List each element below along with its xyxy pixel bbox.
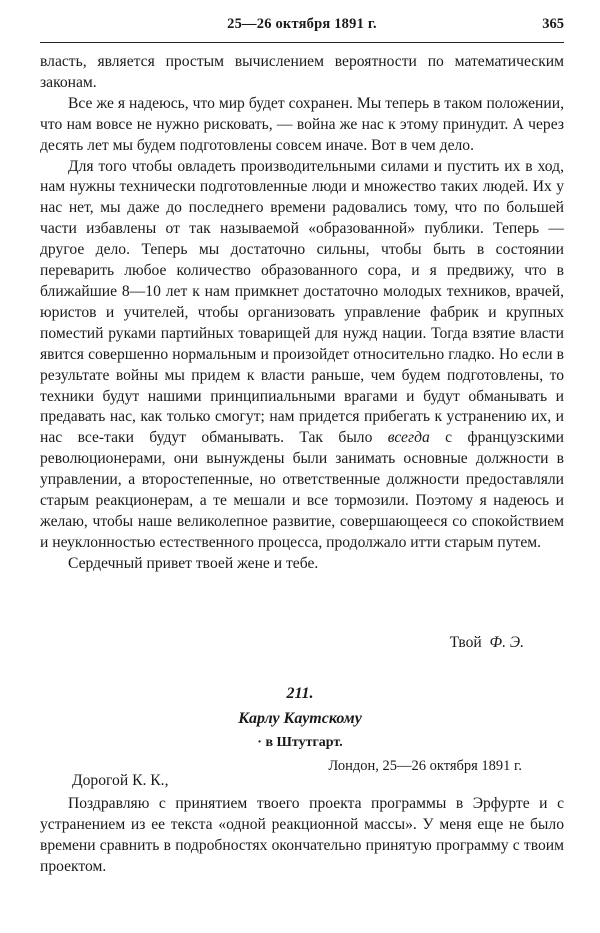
running-header xyxy=(40,14,564,43)
header-date: 25—26 октября 1891 г. xyxy=(227,16,377,32)
letter-211-paragraph-1: Поздравляю с принятием твоего проекта программы в Эрфурте и с устранением из ее текста «одной реакционной массы». У меня еще не было времени сравнить в подробностях окончательно принятую программу с твоим проектом. xyxy=(40,795,564,875)
page-number: 365 xyxy=(542,16,564,32)
paragraph-1: власть, является простым вычислением вероятности по математическим законам. xyxy=(40,53,564,91)
signature xyxy=(450,634,524,652)
paragraph-3 xyxy=(40,157,564,554)
paragraph-3-part-b: с французскими революционерами, они вынуждены были занимать основные должности в управлении, а второстепенные, но ответственные должности предоставляли старым реакционерам, а те мешали и все тормозили. Поэтому я надеюсь и желаю, чтобы наше великолепное развитие, совершающееся со спокойствием и неуклонностью естественного процесса, продолжало итти старым путем. xyxy=(40,429,564,551)
letter-salutation: Дорогой К. К., xyxy=(72,772,169,789)
signature-initials: Ф. Э. xyxy=(489,634,524,651)
closing-greeting: Сердечный привет твоей жене и тебе. xyxy=(68,554,319,572)
letter-dateline: Лондон, 25—26 октября 1891 г. xyxy=(328,758,522,774)
paragraph-3-part-a: Для того чтобы овладеть производительными силами и пустить их в ход, нам нужны технически подготовленные люди и множество таких людей. Их у нас нет, мы даже до последнего времени радовались тому, что по большей части избавлены от так называемой «образованной» публики. Теперь — другое дело. Теперь мы достаточно сильны, чтобы быть в состоянии переварить любое количество образованного сора, и я предвижу, что в ближайшие 8—10 лет к нам примкнет достаточно молодых техников, врачей, юристов и учителей, чтобы организовать управление фабрик и крупных поместий руками партийных товарищей для нужд нации. Тогда взятие власти явится совершенно нормальным и произойдет относительно гладко. Но если в результате войны мы придем к власти раньше, чем будем подготовлены, то техники будут нашими принципиальными врагами и будут обманывать и предавать нас, как только смогут; нам придется прибегать к устранению их, и нас все-таки будут обманывать. Так было xyxy=(40,157,564,447)
letter-destination-text: в Штутгарт. xyxy=(265,735,343,750)
letter-body xyxy=(40,52,564,575)
emphasis-always: всегда xyxy=(387,429,430,447)
paragraph-2: Все же я надеюсь, что мир будет сохранен. Мы теперь в таком положении, что нам вовсе не нужно рисковать, — война же нас к этому принудит. А через десять лет мы будем подготовлены совсем иначе. Вот в чем дело. xyxy=(40,94,564,154)
letter-addressee: Карлу Каутскому xyxy=(238,710,362,727)
letter-number: 211. xyxy=(286,685,314,702)
signature-prefix: Твой xyxy=(449,634,482,651)
letter-destination: · в Штутгарт. xyxy=(257,735,343,750)
letter-211-body xyxy=(40,794,564,878)
